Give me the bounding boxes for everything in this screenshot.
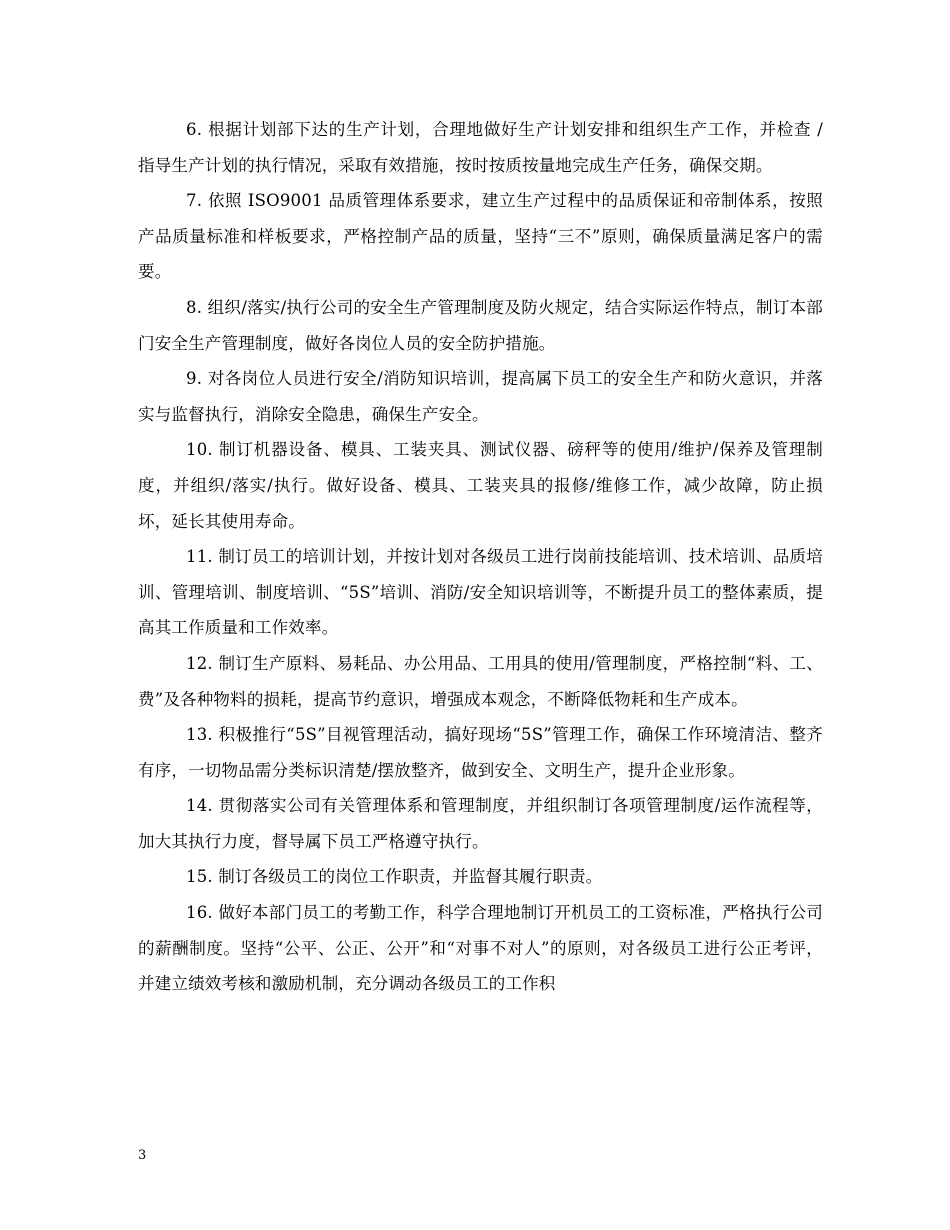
paragraph-item-12: 12. 制订生产原料、易耗品、办公用品、工用具的使用/管理制度，严格控制“料、工、费”及各种物料的损耗，提高节约意识，增强成本观念，不断降低物耗和生产成本。: [138, 653, 823, 709]
paragraph-item-15: 15. 制订各级员工的岗位工作职责，并监督其履行职责。: [186, 867, 603, 887]
paragraph-item-13: 13. 积极推行“5S”目视管理活动，搞好现场“5S”管理工作，确保工作环境清洁、整齐有序，一切物品需分类标识清楚/摆放整齐，做到安全、文明生产，提升企业形象。: [138, 725, 823, 780]
paragraph-item-16: 16. 做好本部门员工的考勤工作，科学合理地制订开机员工的工资标准，严格执行公司的薪酬制度。坚持“公平、公正、公开”和“对事不对人”的原则，对各级员工进行公正考评，并建立绩效考核和激励机制，充分调动各级员工的工作积: [138, 903, 823, 994]
paragraph-item-6: 6. 根据计划部下达的生产计划，合理地做好生产计划安排和组织生产工作，并检查 / 指导生产计划的执行情况，采取有效措施，按时按质按量地完成生产任务，确保交期。: [138, 120, 823, 175]
document-body: [138, 112, 823, 1002]
paragraph-item-14: 14. 贯彻落实公司有关管理体系和管理制度，并组织制订各项管理制度/运作流程等，加大其执行力度，督导属下员工严格遵守执行。: [138, 796, 823, 851]
paragraph-item-9: 9. 对各岗位人员进行安全/消防知识培训，提高属下员工的安全生产和防火意识，并落实与监督执行，消除安全隐患，确保生产安全。: [138, 369, 823, 424]
paragraph-item-7: 7. 依照 ISO9001 品质管理体系要求，建立生产过程中的品质保证和帝制体系，按照产品质量标准和样板要求，严格控制产品的质量，坚持“三不”原则，确保质量满足客户的需要。: [138, 191, 823, 282]
page-number: 3: [138, 1148, 147, 1163]
paragraph-item-10: 10. 制订机器设备、模具、工装夹具、测试仪器、磅秤等的使用/维护/保养及管理制度，并组织/落实/执行。做好设备、模具、工装夹具的报修/维修工作，减少故障，防止损坏，延长其使用寿命。: [138, 440, 823, 531]
paragraph-item-11: 11. 制订员工的培训计划，并按计划对各级员工进行岗前技能培训、技术培训、品质培训、管理培训、制度培训、“5S”培训、消防/安全知识培训等，不断提升员工的整体素质，提高其工作质量和工作效率。: [138, 547, 823, 638]
paragraph-item-8: 8. 组织/落实/执行公司的安全生产管理制度及防火规定，结合实际运作特点，制订本部门安全生产管理制度，做好各岗位人员的安全防护措施。: [138, 297, 823, 353]
